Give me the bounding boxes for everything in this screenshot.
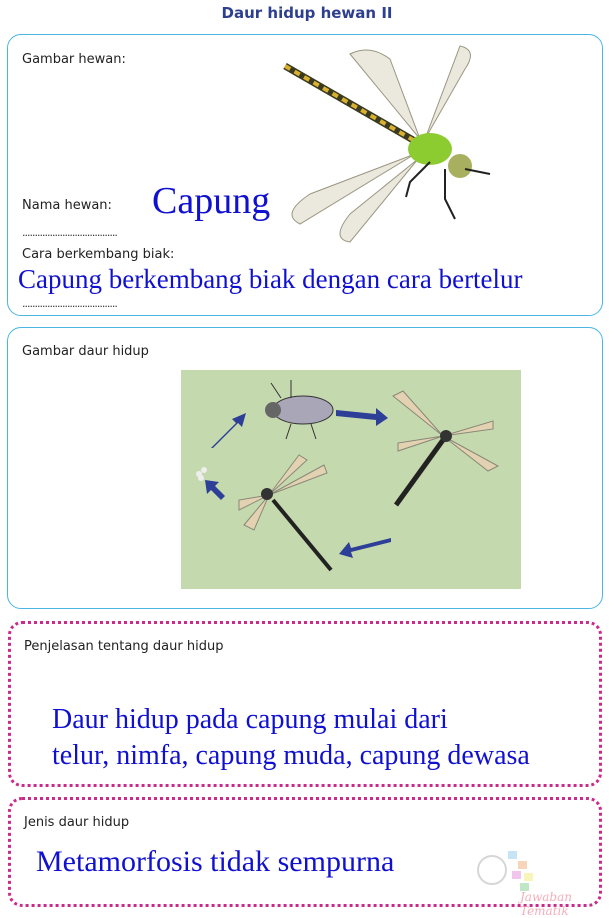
image-label: Gambar hewan: xyxy=(22,52,126,67)
name-label: Nama hewan: xyxy=(22,198,112,213)
explanation-answer-line2: telur, nimfa, capung muda, capung dewasa xyxy=(52,740,530,771)
explanation-label: Penjelasan tentang daur hidup xyxy=(24,639,224,654)
lifecycle-label: Gambar daur hidup xyxy=(22,344,149,359)
lifecycle-diagram xyxy=(181,370,521,589)
reproduction-underline: ...................................... xyxy=(22,297,117,310)
name-answer: Capung xyxy=(152,180,271,222)
type-answer: Metamorfosis tidak sempurna xyxy=(36,845,395,878)
reproduction-answer: Capung berkembang biak dengan cara bertelur xyxy=(18,264,523,294)
type-label: Jenis daur hidup xyxy=(24,815,130,830)
name-underline: ...................................... xyxy=(22,226,117,239)
watermark-text: Jawaban Tematik xyxy=(520,890,572,918)
watermark-icon xyxy=(470,845,540,895)
explanation-answer-line1: Daur hidup pada capung mulai dari xyxy=(52,704,448,735)
dragonfly-photo xyxy=(240,44,520,244)
reproduction-label: Cara berkembang biak: xyxy=(22,247,175,262)
page-title: Daur hidup hewan II xyxy=(221,4,393,22)
